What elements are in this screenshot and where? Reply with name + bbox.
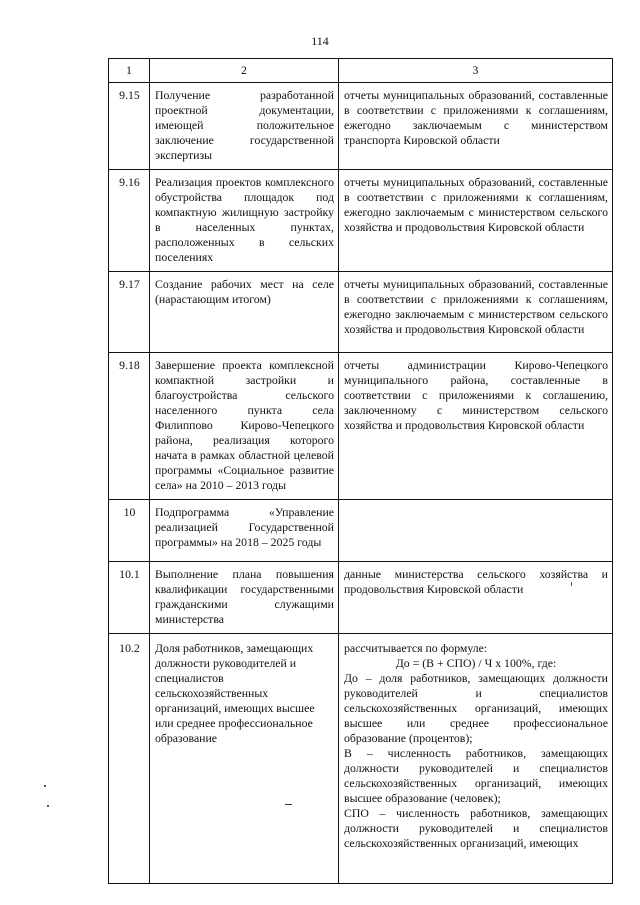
row-number: 9.15 bbox=[109, 83, 150, 170]
table-row bbox=[109, 170, 613, 272]
definition-v: В – численность работников, замещающих должности руководителей и специалистов сельскохозяйственных организаций, имеющих высшее образование (человек); bbox=[344, 746, 608, 805]
table-row bbox=[109, 562, 613, 634]
subprogram-name: Подпрограмма «Управление реализацией Государственной программы» на 2018 – 2025 годы bbox=[150, 500, 339, 562]
data-source: отчеты администрации Кирово-Чепецкого муниципального района, составленные в соответствии с приложениями к соглашению, заключенному с министерством сельского хозяйства и продовольствия Кировской области bbox=[339, 353, 613, 500]
data-source: отчеты муниципальных образований, составленные в соответствии с приложениями к соглашениям, ежегодно заключаемым с министерством сельского хозяйства и продовольствия Кировской области bbox=[339, 272, 613, 353]
data-source: отчеты муниципальных образований, составленные в соответствии с приложениями к соглашениям, ежегодно заключаемым с министерством транспорта Кировской области bbox=[339, 83, 613, 170]
indicator-name: Выполнение плана повышения квалификации государственными гражданскими служащими министерства bbox=[150, 562, 339, 634]
table-row bbox=[109, 83, 613, 170]
definition-spo: СПО – численность работников, замещающих должности руководителей и специалистов сельскохозяйственных организаций, имеющих bbox=[344, 806, 608, 850]
row-number: 9.17 bbox=[109, 272, 150, 353]
scan-speck bbox=[571, 582, 572, 586]
formula-intro: рассчитывается по формуле: bbox=[344, 641, 488, 655]
stray-dash-mark bbox=[285, 804, 292, 805]
indicator-name: Реализация проектов комплексного обустройства площадок под компактную жилищную застройку в населенных пунктах, расположенных в сельских поселениях bbox=[150, 170, 339, 272]
row-number: 9.16 bbox=[109, 170, 150, 272]
table-row bbox=[109, 353, 613, 500]
data-source: отчеты муниципальных образований, составленные в соответствии с приложениями к соглашениям, ежегодно заключаемым с министерством сельского хозяйства и продовольствия Кировской области bbox=[339, 170, 613, 272]
header-col-3: 3 bbox=[339, 59, 613, 83]
table-row bbox=[109, 500, 613, 562]
indicator-table bbox=[108, 58, 613, 884]
indicator-name: Получение разработанной проектной документации, имеющей положительное заключение государственной экспертизы bbox=[150, 83, 339, 170]
row-number: 10 bbox=[109, 500, 150, 562]
row-number: 10.2 bbox=[109, 634, 150, 884]
indicator-name: Завершение проекта комплексной компактной застройки и благоустройства сельского населенного пункта села Филиппово Кирово-Чепецкого района, реализация которого начата в рамках областной целевой программы «Социальное развитие села» на 2010 – 2013 годы bbox=[150, 353, 339, 500]
data-source: данные министерства сельского хозяйства и продовольствия Кировской области bbox=[339, 562, 613, 634]
indicator-name: Доля работников, замещающих должности руководителей и специалистов сельскохозяйственных организаций, имеющих высшее или среднее профессиональное образование bbox=[150, 634, 339, 884]
definition-do: До – доля работников, замещающих должности руководителей и специалистов сельскохозяйственных организаций, имеющих высшее или среднее профессиональное образование (процентов); bbox=[344, 671, 608, 745]
page-number: 114 bbox=[311, 34, 329, 48]
header-col-1: 1 bbox=[109, 59, 150, 83]
scan-speck bbox=[44, 785, 46, 787]
table-row bbox=[109, 634, 613, 884]
table-header-row bbox=[109, 59, 613, 83]
indicator-name: Создание рабочих мест на селе (нарастающим итогом) bbox=[150, 272, 339, 353]
header-col-2: 2 bbox=[150, 59, 339, 83]
row-number: 9.18 bbox=[109, 353, 150, 500]
row-number: 10.1 bbox=[109, 562, 150, 634]
data-source bbox=[339, 500, 613, 562]
scan-speck bbox=[47, 805, 49, 807]
data-source bbox=[339, 634, 613, 884]
formula: До = (В + СПО) / Ч х 100%, где: bbox=[395, 656, 557, 670]
table-row bbox=[109, 272, 613, 353]
